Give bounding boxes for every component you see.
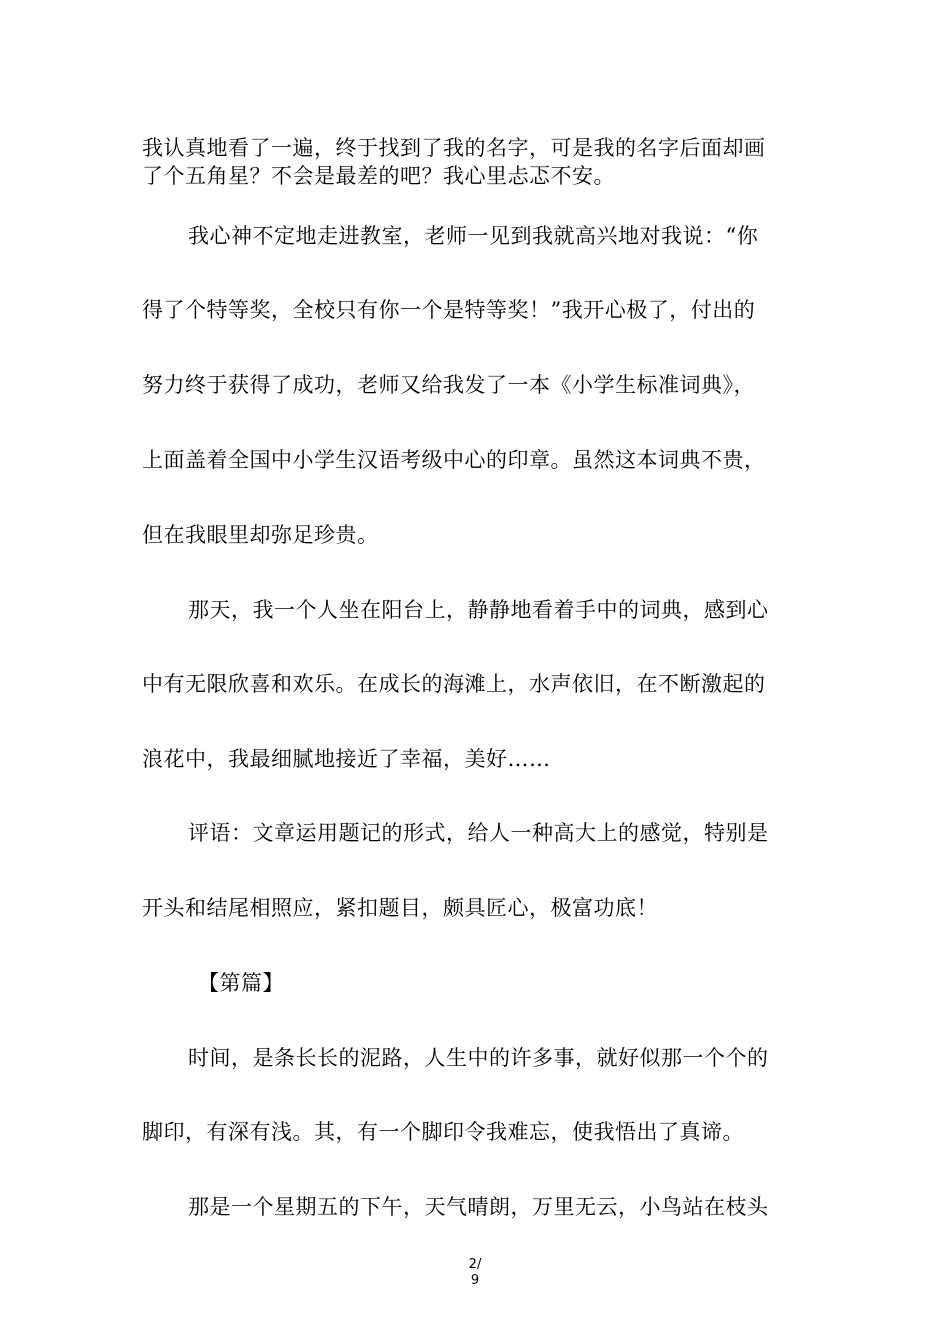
text-line: 但在我眼里却弥足珍贵。 bbox=[142, 523, 379, 547]
text-line: 上面盖着全国中小学生汉语考级中心的印章。虽然这本词典不贵， bbox=[142, 448, 766, 472]
section-heading: 【第篇】 bbox=[198, 971, 284, 995]
text-line: 脚印，有深有浅。其，有一个脚印令我难忘，使我悟出了真谛。 bbox=[142, 1120, 744, 1144]
text-line: 那天，我一个人坐在阳台上，静静地看着手中的词典，感到心 bbox=[188, 598, 769, 622]
text-line: 了个五角星？不会是最差的吧？我心里忐忑不安。 bbox=[142, 164, 615, 188]
text-line: 得了个特等奖，全校只有你一个是特等奖！”我开心极了，付出的 bbox=[142, 298, 756, 322]
text-line: 那是一个星期五的下午，天气晴朗，万里无云，小鸟站在枝头 bbox=[188, 1195, 769, 1219]
text-line: 努力终于获得了成功，老师又给我发了一本《小学生标准词典》， bbox=[142, 373, 755, 397]
text-line: 浪花中，我最细腻地接近了幸福，美好…… bbox=[142, 747, 551, 771]
text-line: 我心神不定地走进教室，老师一见到我就高兴地对我说：“你 bbox=[188, 224, 759, 248]
text-line: 评语：文章运用题记的形式，给人一种高大上的感觉，特别是 bbox=[188, 821, 769, 845]
page-number-total: 9 bbox=[470, 1273, 480, 1288]
text-line: 我认真地看了一遍，终于找到了我的名字，可是我的名字后面却画 bbox=[142, 136, 766, 160]
text-line: 开头和结尾相照应，紧扣题目，颇具匠心，极富功底！ bbox=[142, 896, 658, 920]
page-number-current: 2/ bbox=[468, 1257, 482, 1272]
text-line: 时间，是条长长的泥路，人生中的许多事，就好似那一个个的 bbox=[188, 1046, 769, 1070]
text-line: 中有无限欣喜和欢乐。在成长的海滩上，水声依旧，在不断激起的 bbox=[142, 672, 766, 696]
